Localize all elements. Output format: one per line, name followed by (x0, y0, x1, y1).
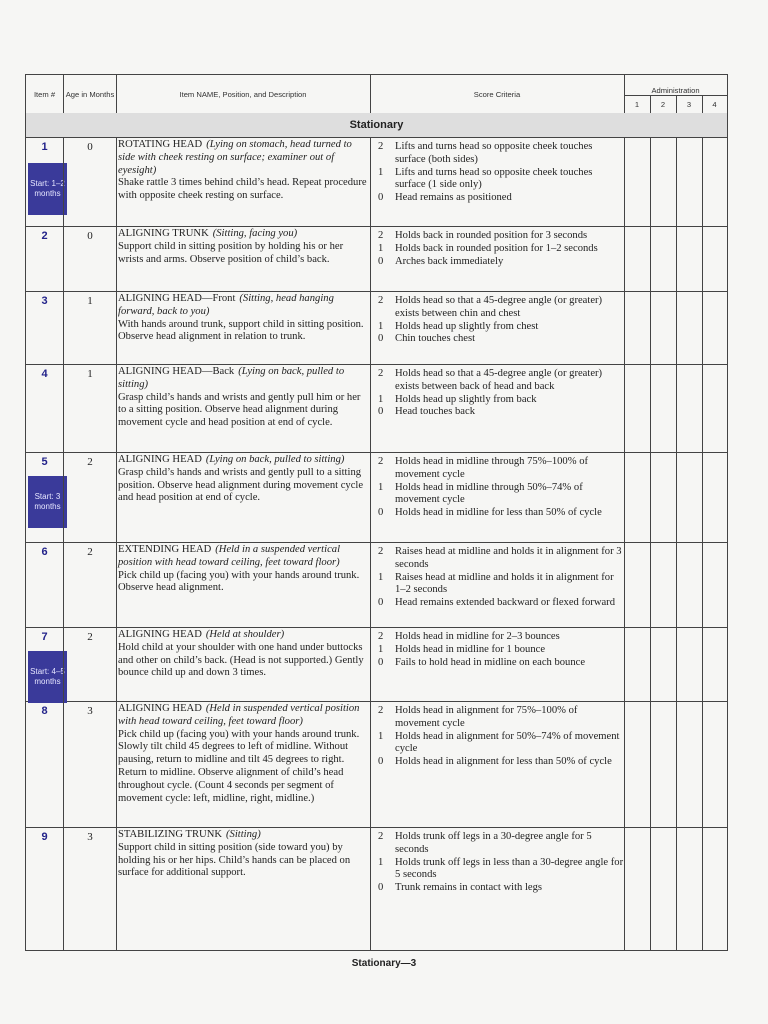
criterion-score: 1 (378, 856, 384, 868)
score-cell-2[interactable] (650, 226, 676, 291)
table-row (26, 291, 727, 365)
item-procedure: Grasp child’s hands and wrists and gently pull to a sitting position. Observe head alignment during movement cycle and head position at end of cycle. (118, 466, 364, 504)
score-criteria (378, 295, 624, 346)
score-criteria (378, 230, 624, 268)
criterion-score: 0 (378, 882, 384, 894)
age-in-months: 2 (87, 456, 93, 468)
table-row (26, 364, 727, 453)
item-title: ALIGNING HEAD (118, 703, 202, 714)
criterion-text: Holds head up slightly from chest (395, 320, 539, 332)
item-description (118, 139, 368, 203)
criterion (378, 406, 624, 419)
criterion (378, 857, 624, 883)
criterion (378, 882, 624, 895)
item-title: ALIGNING TRUNK (118, 228, 209, 239)
score-criteria (378, 631, 624, 669)
item-title: EXTENDING HEAD (118, 544, 212, 555)
item-procedure: Pick child up (facing you) with your hands around trunk. Slowly tilt child 45 degrees to left of midline. Without pausing, return to midline and tilt 45 degrees to right. Return to midline. Observe alignment of child’s head throughout cycle. (Count 4 seconds per segment of movement cycle: left, midline, right, midline.) (118, 728, 360, 804)
criterion-text: Holds head in midline through 50%–74% of movement cycle (395, 481, 583, 506)
score-cell-2[interactable] (650, 542, 676, 627)
score-cell-4[interactable] (702, 627, 727, 701)
item-procedure: Support child in sitting position (side toward you) by holding his or her hips. Child’s hands can be placed on surface for additional support. (118, 841, 351, 879)
page-footer: Stationary—3 (351, 958, 417, 969)
criterion (378, 597, 624, 610)
table-row (26, 542, 727, 628)
item-number: 1 (41, 141, 48, 153)
criterion-score: 2 (378, 631, 384, 642)
item-title: ALIGNING HEAD—Front (118, 293, 236, 304)
score-cell-3[interactable] (676, 627, 702, 701)
criterion-score: 1 (378, 393, 384, 405)
criterion-score: 1 (378, 242, 384, 254)
criterion (378, 456, 624, 482)
score-criteria (378, 705, 624, 769)
score-cell-4[interactable] (702, 542, 727, 627)
table-row (26, 137, 727, 227)
criterion-score: 2 (378, 295, 384, 306)
item-procedure: Hold child at your shoulder with one hand under buttocks and other on child’s back. (Head is not supported.) Gently bounce child up and down 3 times. (118, 641, 364, 679)
score-cell-4[interactable] (702, 137, 727, 226)
item-position: (Sitting, facing you) (212, 228, 298, 239)
score-cell-2[interactable] (650, 364, 676, 452)
table-row (26, 452, 727, 543)
score-cell-2[interactable] (650, 452, 676, 542)
age-in-months: 2 (87, 631, 93, 643)
header-item-number: Item # (33, 89, 56, 99)
score-cell-3[interactable] (676, 291, 702, 364)
score-cell-1[interactable] (624, 226, 650, 291)
criterion (378, 321, 624, 334)
criterion (378, 631, 624, 644)
item-procedure: Grasp child’s hands and wrists and gently pull him or her to a sitting position. Observe head alignment during movement cycle and head position at end of cycle. (118, 391, 361, 429)
criterion-score: 2 (378, 368, 384, 379)
item-title: ROTATING HEAD (118, 139, 203, 150)
criterion-text: Head touches back (395, 406, 476, 418)
score-cell-2[interactable] (650, 627, 676, 701)
criterion (378, 657, 624, 670)
criterion (378, 644, 624, 657)
item-number: 5 (41, 456, 48, 468)
admin-col-1: 1 (634, 99, 640, 109)
criterion-text: Holds trunk off legs in less than a 30-degree angle for 5 seconds (395, 856, 624, 881)
criterion-text: Trunk remains in contact with legs (395, 882, 543, 894)
item-position: (Held at shoulder) (205, 629, 285, 640)
item-procedure: With hands around trunk, support child in sitting position. Observe head alignment in relation to trunk. (118, 318, 364, 343)
table-row (26, 827, 727, 950)
criterion-text: Head remains extended backward or flexed forward (395, 597, 616, 609)
criterion (378, 705, 624, 731)
score-criteria (378, 368, 624, 419)
criterion (378, 230, 624, 243)
item-position: (Lying on stomach, head turned to side with cheek resting on surface; examiner out of eyesight) (118, 139, 352, 176)
score-cell-1[interactable] (624, 291, 650, 364)
criterion-text: Holds head in alignment for less than 50% of cycle (395, 756, 612, 768)
item-description (118, 544, 368, 595)
item-title: STABILIZING TRUNK (118, 829, 223, 840)
item-description (118, 454, 368, 505)
criterion-score: 0 (378, 192, 384, 204)
score-cell-3[interactable] (676, 364, 702, 452)
score-cell-1[interactable] (624, 137, 650, 226)
age-in-months: 3 (87, 705, 93, 717)
item-position: (Lying on back, pulled to sitting) (118, 366, 345, 390)
start-age-badge: Start: 4–5 months (28, 651, 67, 703)
criterion-text: Arches back immediately (395, 255, 504, 267)
criterion (378, 368, 624, 394)
criterion-score: 0 (378, 333, 384, 345)
criterion-score: 0 (378, 756, 384, 768)
item-description (118, 293, 368, 344)
criterion-text: Holds head so that a 45-degree angle (or greater) exists between chin and chest (395, 295, 603, 319)
criterion-score: 2 (378, 705, 384, 716)
score-cell-1[interactable] (624, 542, 650, 627)
criterion-score: 0 (378, 406, 384, 418)
criterion-score: 2 (378, 141, 384, 152)
criterion (378, 394, 624, 407)
criterion-score: 1 (378, 730, 384, 742)
header-item-name: Item NAME, Position, and Description (179, 89, 307, 99)
criterion-text: Holds head in midline for less than 50% of cycle (395, 507, 602, 519)
score-cell-1[interactable] (624, 364, 650, 452)
score-cell-4[interactable] (702, 291, 727, 364)
criterion-text: Raises head at midline and holds it in alignment for 1–2 seconds (395, 571, 614, 596)
table-row (26, 627, 727, 702)
criterion-text: Holds head in alignment for 75%–100% of movement cycle (395, 705, 578, 729)
criterion-text: Holds head in alignment for 50%–74% of movement cycle (395, 730, 620, 755)
criterion-text: Holds head in midline through 75%–100% of movement cycle (395, 456, 589, 480)
score-criteria (378, 141, 624, 205)
criterion-score: 1 (378, 481, 384, 493)
item-procedure: Support child in sitting position by holding his or her wrists and arms. Observe position of child’s back. (118, 240, 344, 265)
criterion (378, 482, 624, 508)
item-position: (Sitting) (226, 829, 261, 840)
item-procedure: Pick child up (facing you) with your hands around trunk. Observe head alignment. (118, 569, 360, 594)
score-cell-1[interactable] (624, 627, 650, 701)
criterion-score: 2 (378, 456, 384, 467)
item-number: 3 (41, 295, 48, 307)
item-title: ALIGNING HEAD (118, 629, 202, 640)
score-cell-2[interactable] (650, 291, 676, 364)
criterion-text: Chin touches chest (395, 333, 476, 345)
section-title: Stationary (26, 113, 727, 138)
criterion-score: 1 (378, 166, 384, 178)
criterion-text: Head remains as positioned (395, 192, 512, 204)
table-header (26, 75, 727, 114)
criterion (378, 167, 624, 193)
criterion-score: 2 (378, 230, 384, 241)
criterion-text: Lifts and turns head so opposite cheek touches surface (both sides) (395, 141, 593, 165)
score-cell-3[interactable] (676, 827, 702, 950)
criterion-text: Raises head at midline and holds it in alignment for 3 seconds (395, 546, 622, 570)
criterion-score: 1 (378, 571, 384, 583)
admin-col-4: 4 (712, 99, 717, 109)
age-in-months: 2 (87, 546, 93, 558)
score-cell-4[interactable] (702, 226, 727, 291)
item-title: ALIGNING HEAD—Back (118, 366, 235, 377)
criterion (378, 295, 624, 321)
criterion-score: 0 (378, 507, 384, 519)
item-description (118, 829, 368, 880)
score-criteria (378, 456, 624, 520)
criterion (378, 756, 624, 769)
criterion-score: 0 (378, 255, 384, 267)
criterion-score: 1 (378, 643, 384, 655)
score-cell-1[interactable] (624, 701, 650, 827)
score-cell-4[interactable] (702, 364, 727, 452)
score-criteria (378, 831, 624, 895)
criterion-text: Holds trunk off legs in a 30-degree angle for 5 seconds (395, 831, 592, 855)
criterion-text: Holds head so that a 45-degree angle (or greater) exists between back of head and back (395, 368, 603, 392)
criterion (378, 507, 624, 520)
header-age: Age in Months (65, 89, 115, 99)
age-in-months: 3 (87, 831, 93, 843)
criterion-text: Holds head in midline for 1 bounce (395, 643, 546, 655)
criterion-text: Lifts and turns head so opposite cheek touches surface (1 side only) (395, 166, 593, 191)
item-number: 8 (41, 705, 48, 717)
age-in-months: 0 (87, 141, 93, 153)
item-description (118, 629, 368, 680)
admin-col-2: 2 (660, 99, 666, 109)
score-cell-3[interactable] (676, 701, 702, 827)
score-cell-3[interactable] (676, 452, 702, 542)
criterion-text: Holds head up slightly from back (395, 393, 537, 405)
item-description (118, 703, 368, 805)
item-position: (Held in a suspended vertical position with head toward ceiling, feet toward floor) (118, 544, 341, 568)
score-cell-3[interactable] (676, 137, 702, 226)
criterion-score: 2 (378, 831, 384, 842)
header-administration: Administration (651, 86, 700, 95)
criterion (378, 731, 624, 757)
item-title: ALIGNING HEAD (118, 454, 202, 465)
score-cell-2[interactable] (650, 827, 676, 950)
header-score-criteria: Score Criteria (473, 89, 521, 99)
criterion (378, 546, 624, 572)
table-row (26, 226, 727, 292)
item-procedure: Shake rattle 3 times behind child’s head. Repeat procedure with opposite cheek resting on surface. (118, 177, 367, 202)
criterion (378, 192, 624, 205)
admin-col-3: 3 (686, 99, 692, 109)
criterion (378, 141, 624, 167)
criterion-score: 2 (378, 546, 384, 557)
score-cell-3[interactable] (676, 542, 702, 627)
table-row (26, 701, 727, 828)
score-cell-4[interactable] (702, 827, 727, 950)
item-position: (Sitting, head hanging forward, back to you) (118, 293, 334, 317)
score-cell-4[interactable] (702, 701, 727, 827)
criterion (378, 572, 624, 598)
age-in-months: 1 (87, 368, 93, 380)
age-in-months: 1 (87, 295, 93, 307)
item-position: (Held in suspended vertical position with head toward ceiling, feet toward floor) (118, 703, 360, 727)
item-number: 7 (41, 631, 48, 643)
criterion (378, 256, 624, 269)
item-number: 6 (41, 546, 48, 558)
item-number: 9 (41, 831, 48, 843)
criterion-text: Holds head in midline for 2–3 bounces (395, 631, 560, 642)
score-cell-3[interactable] (676, 226, 702, 291)
criterion-text: Holds back in rounded position for 3 seconds (395, 230, 588, 241)
start-age-badge: Start: 1–2 months (28, 163, 67, 215)
item-number: 4 (41, 368, 48, 380)
score-table (25, 74, 728, 951)
score-cell-2[interactable] (650, 137, 676, 226)
start-age-badge: Start: 3 months (28, 476, 67, 528)
score-cell-1[interactable] (624, 827, 650, 950)
criterion-score: 1 (378, 320, 384, 332)
criterion-score: 0 (378, 597, 384, 609)
criterion-text: Holds back in rounded position for 1–2 seconds (395, 242, 598, 254)
criterion (378, 831, 624, 857)
score-cell-1[interactable] (624, 452, 650, 542)
criterion-score: 0 (378, 656, 384, 668)
item-description (118, 228, 368, 266)
criterion (378, 243, 624, 256)
score-cell-4[interactable] (702, 452, 727, 542)
score-cell-2[interactable] (650, 701, 676, 827)
score-criteria (378, 546, 624, 610)
item-description (118, 366, 368, 430)
item-position: (Lying on back, pulled to sitting) (205, 454, 345, 465)
age-in-months: 0 (87, 230, 93, 242)
item-number: 2 (41, 230, 48, 242)
criterion-text: Fails to hold head in midline on each bounce (395, 656, 586, 668)
criterion (378, 333, 624, 346)
